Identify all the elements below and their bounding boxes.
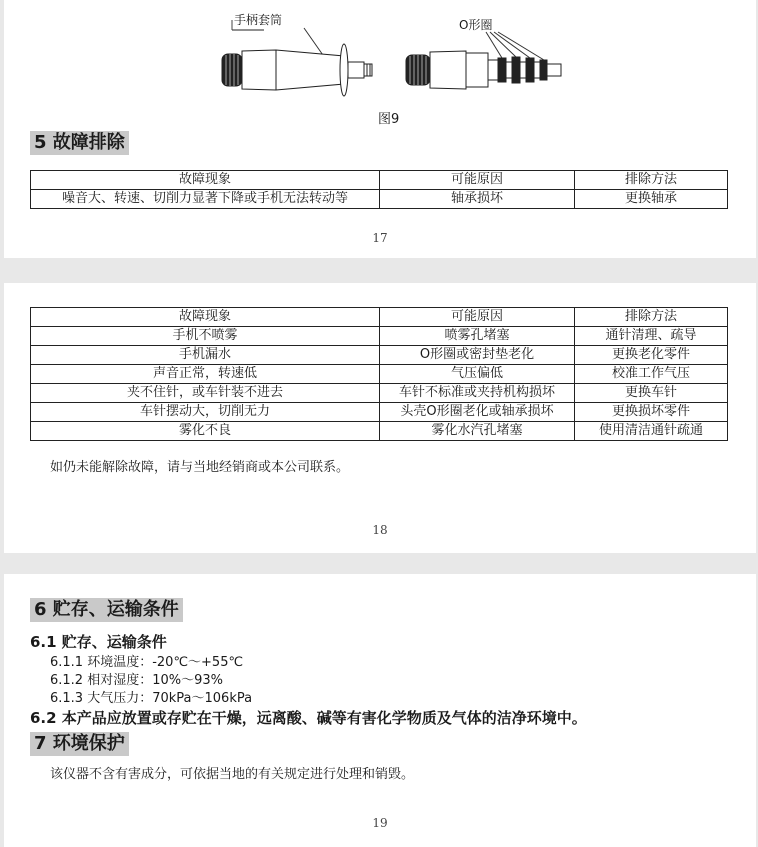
header-cause: 可能原因	[380, 308, 575, 327]
page-number: 17	[372, 231, 388, 245]
table-row	[31, 365, 728, 384]
handpiece-figure	[204, 20, 584, 105]
cell-symptom: 噪音大、转速、切削力显著下降或手机无法转动等	[31, 190, 380, 209]
page-18	[4, 283, 756, 553]
table-header-row	[31, 171, 728, 190]
environment-text: 该仪器不含有害成分，可依据当地的有关规定进行处理和销毁。	[50, 767, 415, 782]
section-5-title: 5 故障排除	[30, 131, 129, 155]
troubleshooting-table-p18	[30, 307, 728, 441]
table-header-row	[31, 308, 728, 327]
figure-caption: 图9	[378, 112, 400, 127]
page-17	[4, 0, 756, 258]
table-row	[31, 422, 728, 441]
header-remedy: 排除方法	[575, 308, 728, 327]
troubleshooting-table-p17	[30, 170, 728, 209]
spec-pressure: 6.1.3 大气压力：70kPa～106kPa	[50, 691, 253, 706]
contact-note: 如仍未能解除故障，请与当地经销商或本公司联系。	[50, 460, 350, 475]
subsection-6-2-text: 6.2 本产品应放置或存贮在干燥，远离酸、碱等有害化学物质及气体的洁净环境中。	[30, 709, 587, 727]
cell-symptom: 手机漏水	[31, 346, 380, 365]
cell-symptom: 车针摆动大，切削无力	[31, 403, 380, 422]
cell-remedy: 使用清洁通针疏通	[575, 422, 728, 441]
cell-remedy: 通针清理、疏导	[575, 327, 728, 346]
figure-label-handle-sleeve: 手柄套筒	[234, 13, 283, 27]
cell-remedy: 更换车针	[575, 384, 728, 403]
cell-symptom: 夹不住针，或车针装不进去	[31, 384, 380, 403]
table-row	[31, 346, 728, 365]
section-7-title: 7 环境保护	[30, 732, 129, 756]
spec-temperature: 6.1.1 环境温度：-20℃～+55℃	[50, 655, 244, 670]
cell-cause: 车针不标准或夹持机构损坏	[380, 384, 575, 403]
figure-label-o-ring: O形圈	[459, 18, 493, 32]
subsection-6-1-title: 6.1 贮存、运输条件	[30, 633, 167, 651]
cell-cause: 喷雾孔堵塞	[380, 327, 575, 346]
table-row	[31, 403, 728, 422]
cell-cause: 头壳O形圈老化或轴承损坏	[380, 403, 575, 422]
cell-symptom: 手机不喷雾	[31, 327, 380, 346]
header-symptom: 故障现象	[31, 171, 380, 190]
table-row	[31, 190, 728, 209]
cell-symptom: 雾化不良	[31, 422, 380, 441]
cell-remedy: 校准工作气压	[575, 365, 728, 384]
cell-remedy: 更换老化零件	[575, 346, 728, 365]
cell-remedy: 更换轴承	[575, 190, 728, 209]
table-row	[31, 327, 728, 346]
spec-humidity: 6.1.2 相对湿度：10%～93%	[50, 673, 223, 688]
table-row	[31, 384, 728, 403]
header-symptom: 故障现象	[31, 308, 380, 327]
page-number: 19	[372, 816, 388, 830]
cell-cause: O形圈或密封垫老化	[380, 346, 575, 365]
cell-symptom: 声音正常，转速低	[31, 365, 380, 384]
page-number: 18	[372, 523, 388, 537]
header-remedy: 排除方法	[575, 171, 728, 190]
cell-cause: 雾化水汽孔堵塞	[380, 422, 575, 441]
section-6-title: 6 贮存、运输条件	[30, 598, 183, 622]
header-cause: 可能原因	[380, 171, 575, 190]
cell-remedy: 更换损坏零件	[575, 403, 728, 422]
cell-cause: 气压偏低	[380, 365, 575, 384]
page-19	[4, 574, 756, 847]
cell-cause: 轴承损坏	[380, 190, 575, 209]
